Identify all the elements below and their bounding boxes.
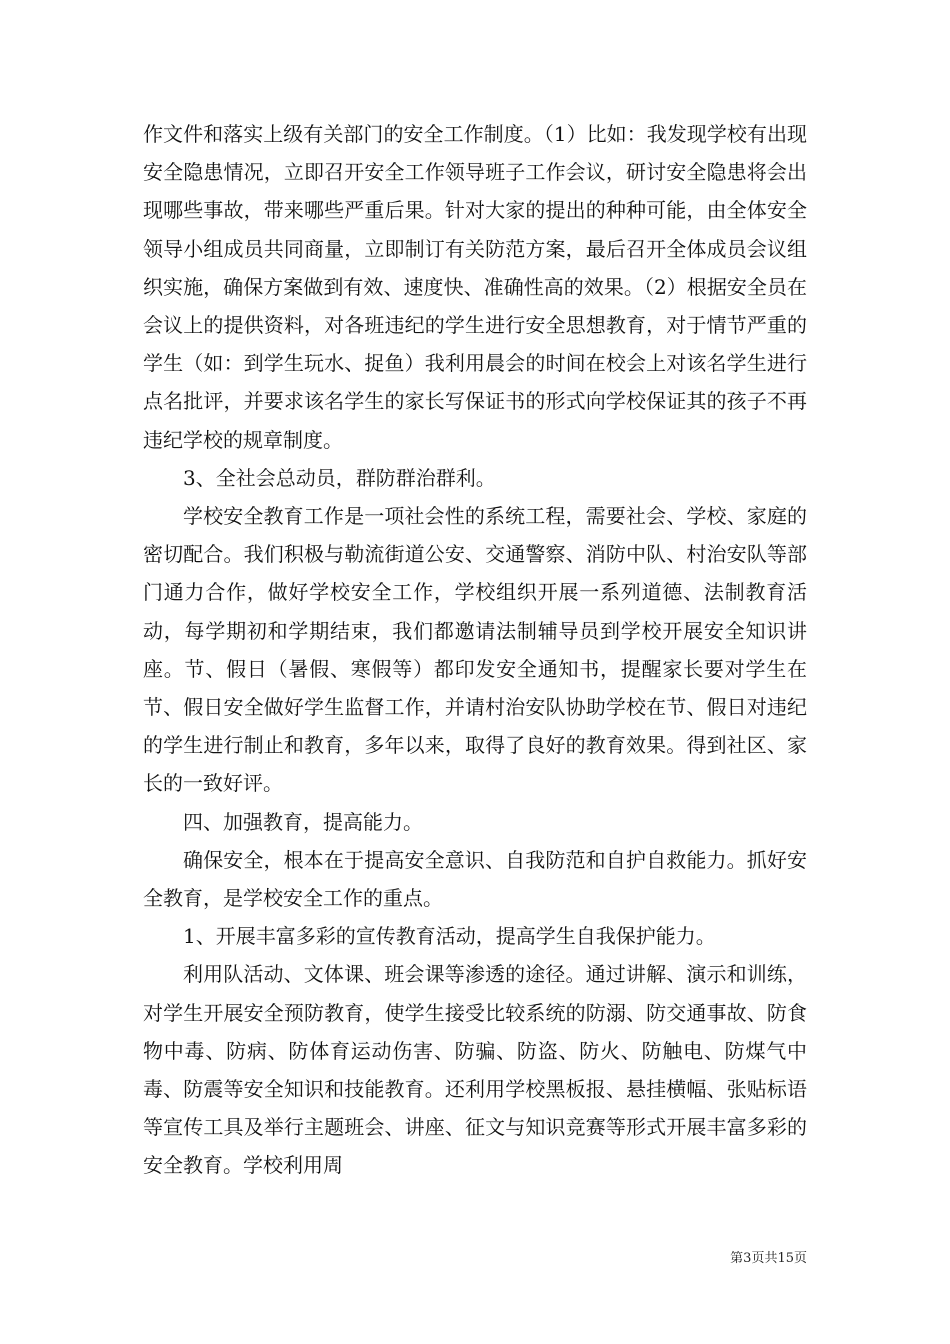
paragraph-heading-mobilization: 3、全社会总动员，群防群治群利。: [183, 465, 496, 490]
paragraph-safety-education: 利用队活动、文体课、班会课等渗透的途径。通过讲解、演示和训练，对学生开展安全预防教育，使学生接受比较系统的防溺、防交通事故、防食物中毒、防病、防体育运动伤害、防骗、防盗、防火、防触电、防煤气中毒、防震等安全知识和技能教育。还利用学校黑板报、悬挂横幅、张贴标语等宣传工具及举行主题班会、讲座、征文与知识竞赛等形式开展丰富多彩的安全教育。学校利用周: [143, 962, 807, 1178]
paragraph-continuation: 作文件和落实上级有关部门的安全工作制度。（1）比如：我发现学校有出现安全隐患情况，立即召开安全工作领导班子工作会议，研讨安全隐患将会出现哪些事故，带来哪些严重后果。针对大家的提出的种种可能，由全体安全领导小组成员共同商量，立即制订有关防范方案，最后召开全体成员会议组织实施，确保方案做到有效、速度快、准确性高的效果。（2）根据安全员在会议上的提供资料，对各班违纪的学生进行安全思想教育，对于情节严重的学生（如：到学生玩水、捉鱼）我利用晨会的时间在校会上对该名学生进行点名批评，并要求该名学生的家长写保证书的形式向学校保证其的孩子不再违纪学校的规章制度。: [143, 122, 807, 452]
paragraph-heading-activities: 1、开展丰富多彩的宣传教育活动，提高学生自我保护能力。: [183, 924, 716, 949]
paragraph-safety-awareness: 确保安全，根本在于提高安全意识、自我防范和自护自救能力。抓好安全教育，是学校安全工作的重点。: [143, 847, 807, 911]
paragraph-social-cooperation: 学校安全教育工作是一项社会性的系统工程，需要社会、学校、家庭的密切配合。我们积极与勒流街道公安、交通警察、消防中队、村治安队等部门通力合作，做好学校安全工作，学校组织开展一系列道德、法制教育活动，每学期初和学期结束，我们都邀请法制辅导员到学校开展安全知识讲座。节、假日（暑假、寒假等）都印发安全通知书，提醒家长要对学生在节、假日安全做好学生监督工作，并请村治安队协助学校在节、假日对违纪的学生进行制止和教育，多年以来，取得了良好的教育效果。得到社区、家长的一致好评。: [143, 504, 807, 796]
paragraph-heading-education: 四、加强教育，提高能力。: [183, 809, 423, 834]
document-body: [143, 115, 807, 1185]
page-number: 第3页共15页: [730, 1251, 807, 1266]
